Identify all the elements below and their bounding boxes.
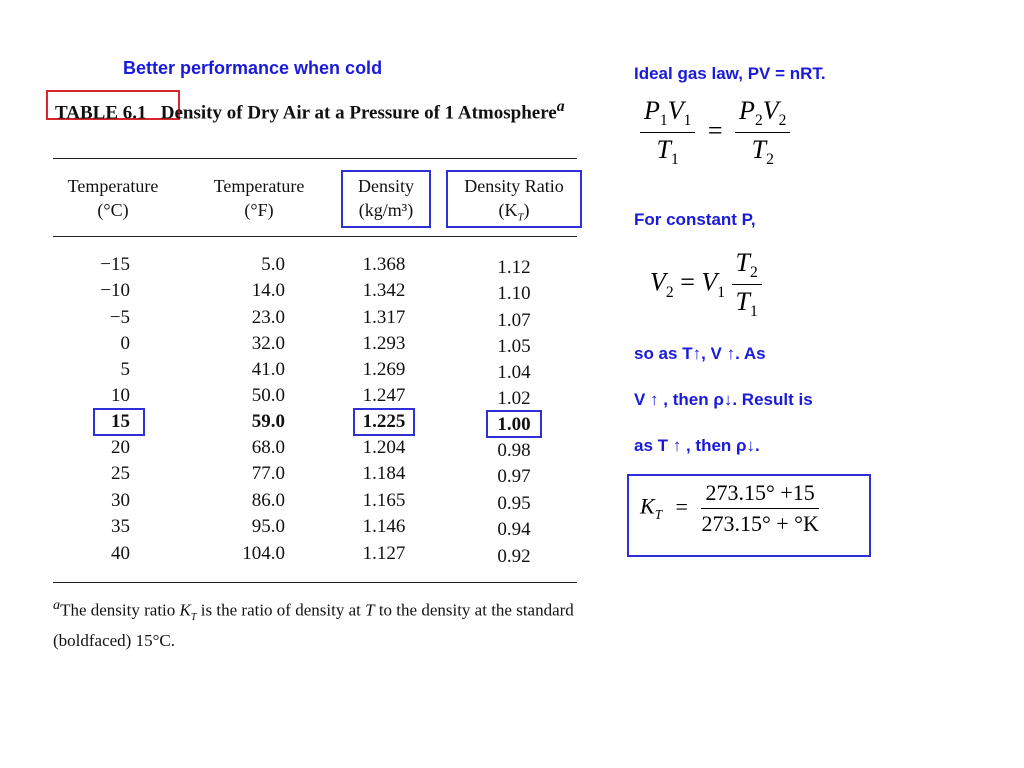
table-cell: 1.12 xyxy=(497,257,531,278)
header-density-line2: (kg/m³) xyxy=(358,200,414,220)
table-header-rule xyxy=(53,236,577,237)
table-cell: 35 xyxy=(111,516,130,537)
header-temp-c-line2: (°C) xyxy=(97,200,129,220)
table-top-rule xyxy=(53,158,577,159)
table-cell: 59.0 xyxy=(251,411,285,432)
header-density-ratio-line1: Density Ratio xyxy=(464,176,564,196)
table-label: TABLE 6.1 xyxy=(55,102,147,124)
table-cell: −10 xyxy=(100,280,130,301)
header-density xyxy=(341,174,431,222)
reasoning-line-2: V ↑ , then ρ↓. Result is xyxy=(634,390,813,409)
table-cell: 23.0 xyxy=(251,307,285,328)
table-cell: 5.0 xyxy=(261,254,285,275)
table-cell: 15 xyxy=(111,411,130,432)
table-cell: 32.0 xyxy=(251,333,285,354)
table-cell: 1.146 xyxy=(362,516,406,537)
table-cell: 10 xyxy=(111,385,130,406)
table-cell: 1.02 xyxy=(497,388,531,409)
table-cell: 1.165 xyxy=(362,490,406,511)
header-density-ratio xyxy=(446,174,582,230)
table-cell: 0.94 xyxy=(497,519,531,540)
combined-gas-law-equation: $\frac{P_1V_1}{T_1}$ = $\frac{P_2V_2}{T_2}$ xyxy=(640,96,790,169)
table-title xyxy=(55,94,575,126)
kt-equation: $K_T$ = $\frac{273.15^\circ +15}{273.15^\circ + ^\circ K}$ xyxy=(640,480,819,536)
table-cell: 1.225 xyxy=(362,411,406,432)
highlight-100 xyxy=(486,410,542,438)
table-cell: 1.293 xyxy=(362,333,406,354)
table-bottom-rule xyxy=(53,582,577,583)
table-caption: Density of Dry Air at a Pressure of 1 Atmosphere xyxy=(160,102,557,124)
footnote-t: T xyxy=(365,600,375,620)
table-cell: 50.0 xyxy=(251,385,285,406)
table-cell: 40 xyxy=(111,543,130,564)
table-cell: 0.97 xyxy=(497,466,531,487)
table-cell: 5 xyxy=(120,359,130,380)
table-cell: 86.0 xyxy=(251,490,285,511)
table-cell: 1.127 xyxy=(362,543,406,564)
table-cell: 1.317 xyxy=(362,307,406,328)
table-cell: 1.184 xyxy=(362,463,406,484)
table-cell: 1.10 xyxy=(497,283,531,304)
table-cell: 0.98 xyxy=(497,440,531,461)
header-density-ratio-line2: $(K_T)$ xyxy=(498,200,530,224)
table-cell: 1.00 xyxy=(497,414,531,435)
header-temp-c xyxy=(54,174,172,222)
reasoning-line-1: so as T↑, V ↑. As xyxy=(634,344,766,363)
table-cell: 1.07 xyxy=(497,310,531,331)
table-cell: 0 xyxy=(120,333,130,354)
table-cell: −15 xyxy=(100,254,130,275)
header-temp-f-line1: Temperature xyxy=(213,176,305,196)
highlight-15c xyxy=(93,408,145,436)
table-cell: −5 xyxy=(109,307,130,328)
table-cell: 104.0 xyxy=(242,543,285,564)
header-density-line1: Density xyxy=(358,176,414,196)
table-cell: 41.0 xyxy=(251,359,285,380)
table-cell: 1.368 xyxy=(362,254,406,275)
constant-p-text: For constant P, xyxy=(634,210,756,229)
header-temp-c-line1: Temperature xyxy=(67,176,159,196)
kt-denominator: 273.15° + °K xyxy=(701,511,819,536)
gas-law-text: Ideal gas law, PV = nRT. xyxy=(634,64,826,83)
footnote-part2: is the ratio of density at xyxy=(196,600,366,620)
table-cell: 30 xyxy=(111,490,130,511)
header-temp-f-line2: (°F) xyxy=(244,200,274,220)
table-cell: 1.247 xyxy=(362,385,406,406)
footnote-part1: The density ratio xyxy=(60,600,180,620)
table-cell: 25 xyxy=(111,463,130,484)
table-cell: 68.0 xyxy=(251,437,285,458)
table-cell: 1.05 xyxy=(497,336,531,357)
table-cell: 1.269 xyxy=(362,359,406,380)
table-cell: 14.0 xyxy=(251,280,285,301)
charles-law-equation: $V_2 = V_1$ $\frac{T_2}{T_1}$ xyxy=(650,248,762,321)
reasoning-line-3: as T ↑ , then ρ↓. xyxy=(634,436,760,455)
header-temp-f xyxy=(200,174,318,222)
table-cell: 1.342 xyxy=(362,280,406,301)
footnote-part3: to the density at the standard (boldfaced) 15°C. xyxy=(53,600,574,651)
table-cell: 20 xyxy=(111,437,130,458)
table-cell: 95.0 xyxy=(251,516,285,537)
highlight-1225 xyxy=(353,408,415,436)
table-cell: 1.204 xyxy=(362,437,406,458)
table-cell: 0.92 xyxy=(497,546,531,567)
table-cell: 1.04 xyxy=(497,362,531,383)
table-cell: 0.95 xyxy=(497,493,531,514)
top-note: Better performance when cold xyxy=(123,58,383,78)
kt-numerator: 273.15° +15 xyxy=(701,480,818,509)
table-footnote xyxy=(53,594,583,652)
footnote-kt: K xyxy=(179,600,191,620)
footnote-mark: a xyxy=(53,597,61,613)
table-title-sup: a xyxy=(556,98,565,115)
footnote-kt-sub: T xyxy=(190,612,197,624)
table-cell: 77.0 xyxy=(251,463,285,484)
